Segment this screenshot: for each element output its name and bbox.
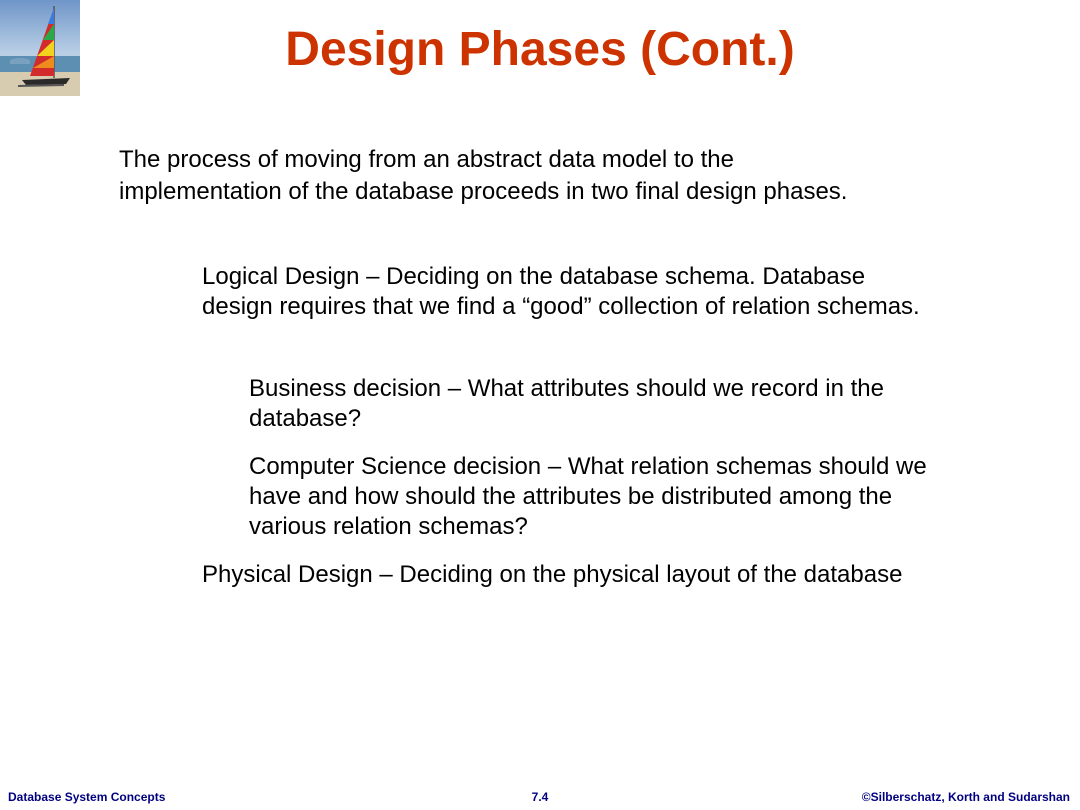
logical-design-bullet: Logical Design – Deciding on the database schema. Database design requires that we find a “good” collection of relation schemas. xyxy=(202,263,920,320)
physical-design-bullet: Physical Design – Deciding on the physical layout of the database xyxy=(202,561,903,588)
footer-page-number: 7.4 xyxy=(531,790,549,804)
footer-book-title: Database System Concepts xyxy=(8,790,166,804)
slide-title: Design Phases (Cont.) xyxy=(285,23,795,76)
business-decision-bullet: Business decision – What attributes should we record in the database? xyxy=(249,375,885,432)
footer-copyright: ©Silberschatz, Korth and Sudarshan xyxy=(861,790,1070,804)
cs-decision-bullet: Computer Science decision – What relation schemas should we have and how should the attributes be distributed among the various relation schemas? xyxy=(249,453,927,540)
intro-paragraph: The process of moving from an abstract data model to the implementation of the database proceeds in two final design phases. xyxy=(119,146,848,205)
